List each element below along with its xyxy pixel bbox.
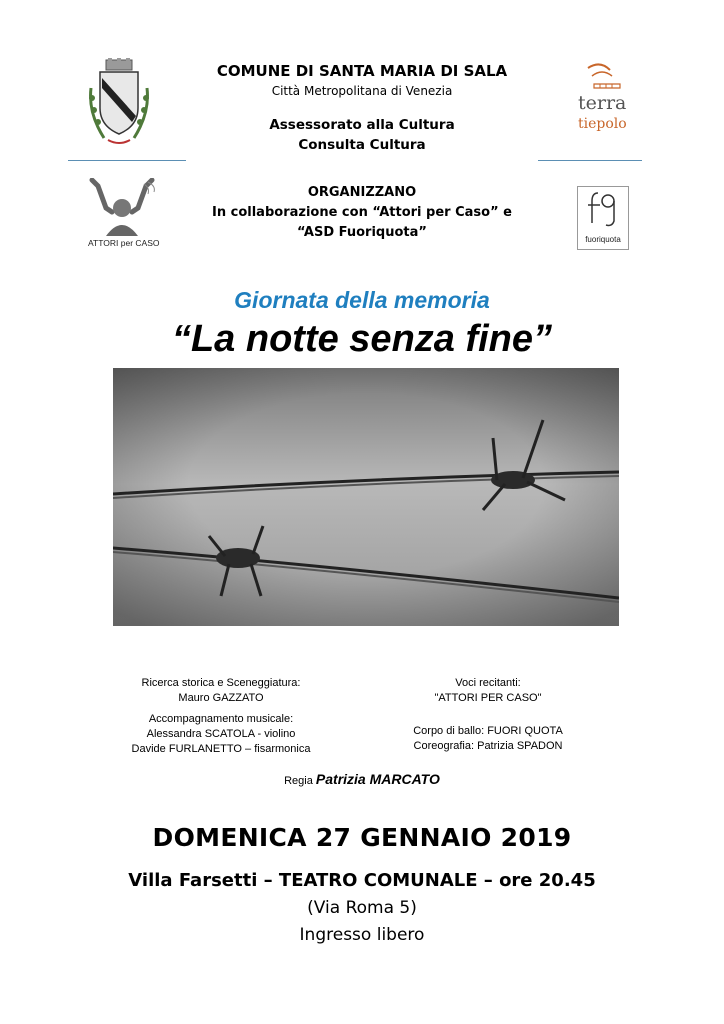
barbed-wire-photo [113, 368, 619, 626]
credit-music-violin: Alessandra SCATOLA - violino [146, 728, 296, 740]
credit-dance: Corpo di ballo: FUORI QUOTA [413, 725, 563, 737]
tiepolo-logo-text: tiepolo [578, 116, 627, 132]
credit-voices-label: Voci recitanti: [455, 677, 521, 689]
organizers-block [170, 183, 554, 243]
event-title: “La notte senza fine” [171, 318, 553, 360]
organizers-collab: In collaborazione con “Attori per Caso” e [212, 205, 512, 220]
organizers-asd: “ASD Fuoriquota” [297, 225, 427, 240]
terra-logo-text: terra [578, 92, 627, 114]
attori-per-caso-logo [84, 178, 160, 256]
credit-research-name: Mauro GAZZATO [178, 692, 264, 704]
credit-choreography: Coreografia: Patrizia SPADON [413, 740, 563, 752]
regia-line [0, 771, 724, 787]
organizers-heading: ORGANIZZANO [307, 185, 417, 200]
fuoriquota-label: fuoriquota [585, 235, 621, 244]
header-rule-left [68, 160, 186, 161]
regia-name: Patrizia MARCATO [315, 771, 440, 787]
header-subtitle: Città Metropolitana di Venezia [271, 84, 453, 98]
header-consulta: Consulta Cultura [298, 137, 426, 153]
credits-left [96, 676, 346, 757]
attori-logo-label: ATTORI per CASO [88, 238, 160, 248]
header-assessorato: Assessorato alla Cultura [269, 117, 455, 133]
event-address: (Via Roma 5) [307, 898, 417, 918]
coat-of-arms-icon [86, 58, 152, 150]
credit-voices-name: "ATTORI PER CASO" [434, 692, 542, 704]
fuoriquota-logo [577, 186, 629, 250]
credits-right [368, 676, 608, 754]
header-rule-right [538, 160, 642, 161]
terra-tiepolo-logo [566, 62, 646, 142]
credit-music-accordion: Davide FURLANETTO – fisarmonica [131, 743, 311, 755]
event-date: DOMENICA 27 GENNAIO 2019 [152, 823, 572, 852]
header-title: COMUNE DI SANTA MARIA DI SALA [216, 62, 508, 80]
event-entry: Ingresso libero [299, 925, 425, 945]
event-venue: Villa Farsetti – TEATRO COMUNALE – ore 20.45 [128, 870, 596, 891]
credit-music-label: Accompagnamento musicale: [148, 713, 294, 725]
credit-research-label: Ricerca storica e Sceneggiatura: [141, 677, 301, 689]
event-giornata: Giornata della memoria [234, 287, 490, 313]
regia-label: Regia [284, 775, 313, 787]
